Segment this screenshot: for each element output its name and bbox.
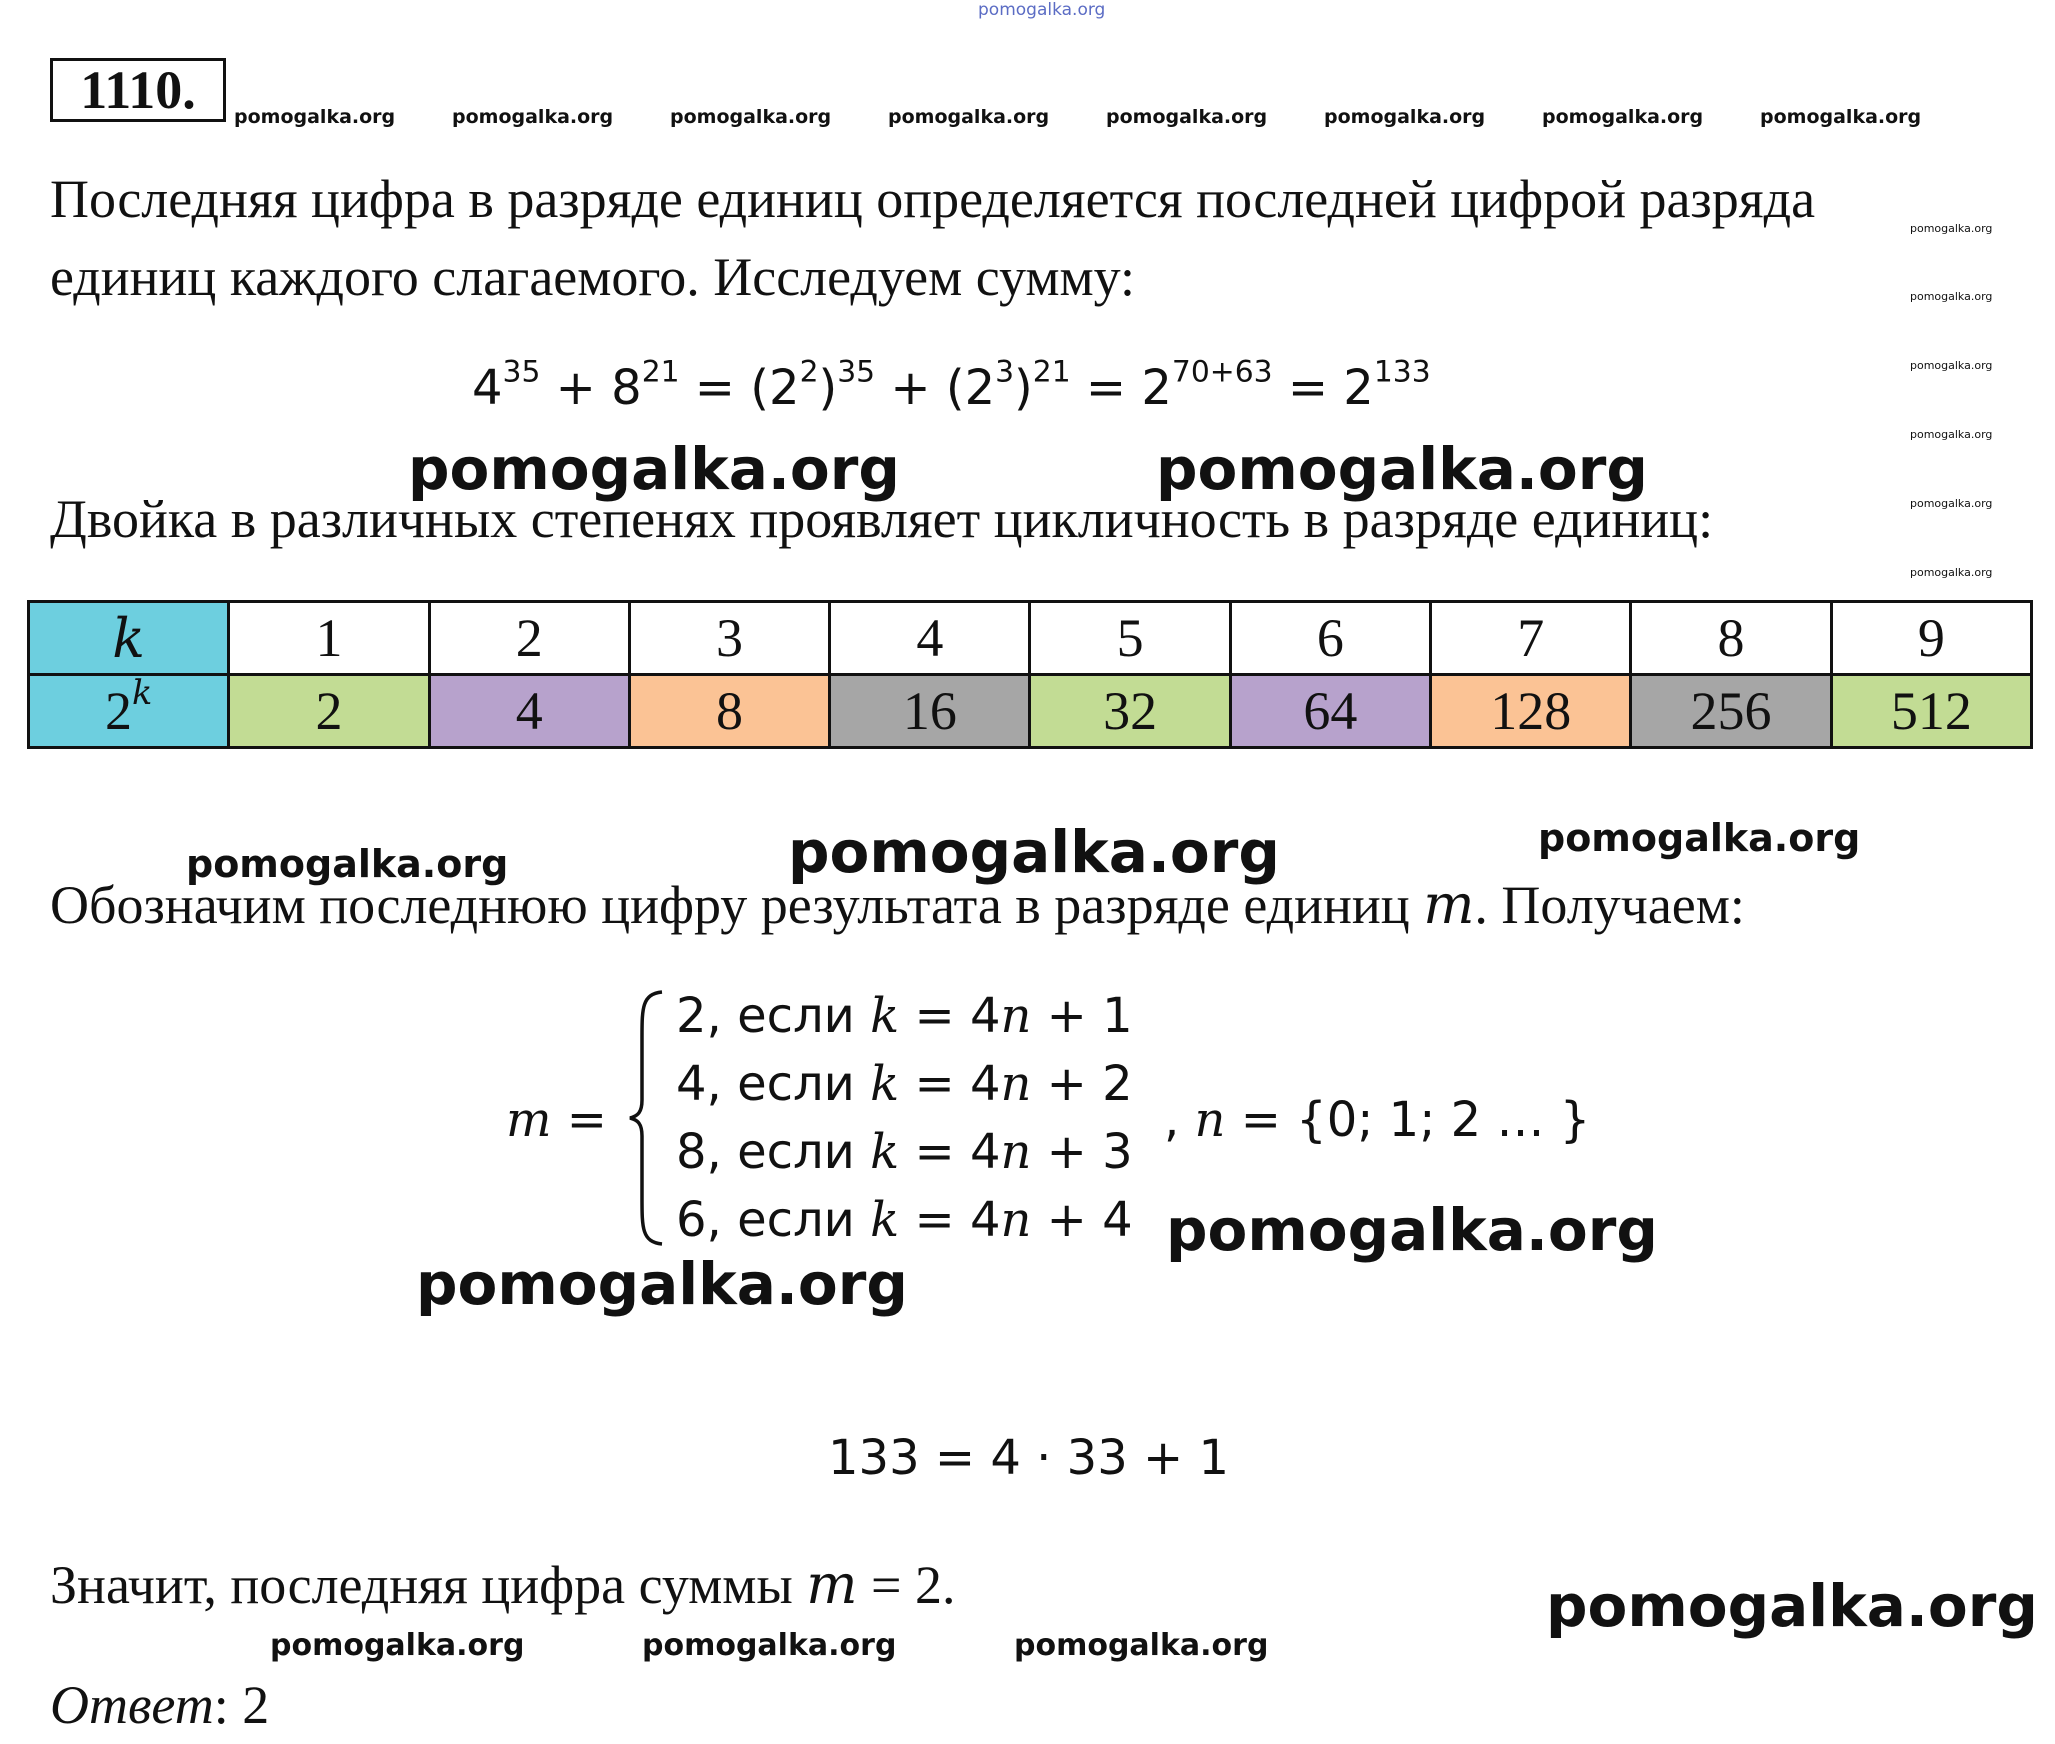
conclusion-text: Значит, последняя цифра суммы m = 2.	[50, 1553, 956, 1616]
table-cell-k: 2	[429, 602, 629, 675]
watermark: pomogalka.org	[1156, 435, 1648, 503]
cycle-text: Двойка в различных степенях проявляет цикличность в разряде единиц:	[50, 489, 1714, 549]
watermark: pomogalka.org	[1106, 106, 1268, 128]
table-cell-power: 16	[830, 675, 1030, 748]
watermark: pomogalka.org	[1910, 428, 1993, 441]
watermark: pomogalka.org	[788, 818, 1280, 886]
table-cell-power: 128	[1431, 675, 1631, 748]
watermark: pomogalka.org	[1538, 816, 1861, 860]
watermark: pomogalka.org	[186, 842, 509, 886]
watermark: pomogalka.org	[1910, 566, 1993, 579]
equation-division: 133 = 4 · 33 + 1	[828, 1430, 1230, 1486]
watermark: pomogalka.org	[1910, 290, 1993, 303]
case-row-3: 8, если k = 4n + 3	[676, 1124, 1133, 1180]
powers-table	[27, 600, 2033, 749]
watermark: pomogalka.org	[1324, 106, 1486, 128]
watermark: pomogalka.org	[452, 106, 614, 128]
table-row-k	[29, 602, 2032, 675]
table-header-power: 2$^k$	[29, 675, 229, 748]
table-header-k: k	[29, 602, 229, 675]
watermark: pomogalka.org	[1910, 359, 1993, 372]
answer-label: Ответ	[50, 1675, 214, 1735]
case-row-2: 4, если k = 4n + 2	[676, 1056, 1133, 1112]
table-cell-power: 512	[1831, 675, 2031, 748]
table-cell-k: 1	[229, 602, 429, 675]
watermark: pomogalka.org	[1546, 1572, 2038, 1640]
cases-lhs: m =	[506, 1092, 607, 1148]
table-cell-k: 8	[1631, 602, 1831, 675]
table-cell-k: 9	[1831, 602, 2031, 675]
denote-text: Обозначим последнюю цифру результата в разряде единиц m. Получаем:	[50, 873, 1745, 936]
watermark: pomogalka.org	[416, 1250, 908, 1318]
watermark-top: pomogalka.org	[978, 0, 1106, 20]
table-cell-power: 256	[1631, 675, 1831, 748]
watermark: pomogalka.org	[1542, 106, 1704, 128]
intro-line-2: единиц каждого слагаемого. Исследуем сумму:	[50, 247, 1135, 307]
watermark: pomogalka.org	[1760, 106, 1922, 128]
table-cell-k: 4	[830, 602, 1030, 675]
watermark: pomogalka.org	[234, 106, 396, 128]
table-cell-k: 5	[1030, 602, 1230, 675]
case-row-4: 6, если k = 4n + 4	[676, 1192, 1133, 1248]
answer-value: : 2	[213, 1675, 270, 1735]
equation-sum-powers: $4^{35} + 8^{21} = (2^2)^{35} + (2^3)^{21} = 2^{70+63} = 2^{133}$	[472, 354, 1431, 416]
cases-n-condition: , n = {0; 1; 2 … }	[1164, 1092, 1591, 1148]
table-cell-k: 7	[1431, 602, 1631, 675]
table-cell-power: 32	[1030, 675, 1230, 748]
table-cell-power: 8	[629, 675, 829, 748]
problem-number: 1110.	[50, 58, 226, 122]
table-cell-power: 64	[1230, 675, 1430, 748]
watermark: pomogalka.org	[642, 1628, 897, 1663]
table-row-powers	[29, 675, 2032, 748]
watermark: pomogalka.org	[670, 106, 832, 128]
intro-line-1: Последняя цифра в разряде единиц определяется последней цифрой разряда	[50, 169, 1816, 229]
left-brace	[628, 988, 668, 1248]
watermark: pomogalka.org	[1910, 222, 1993, 235]
watermark: pomogalka.org	[1014, 1628, 1269, 1663]
watermark: pomogalka.org	[1166, 1196, 1658, 1264]
case-row-1: 2, если k = 4n + 1	[676, 988, 1133, 1044]
table-cell-k: 3	[629, 602, 829, 675]
watermark: pomogalka.org	[1910, 497, 1993, 510]
table-cell-power: 4	[429, 675, 629, 748]
table-cell-power: 2	[229, 675, 429, 748]
watermark: pomogalka.org	[888, 106, 1050, 128]
watermark: pomogalka.org	[270, 1628, 525, 1663]
watermark: pomogalka.org	[408, 435, 900, 503]
answer	[50, 1666, 269, 1744]
table-cell-k: 6	[1230, 602, 1430, 675]
